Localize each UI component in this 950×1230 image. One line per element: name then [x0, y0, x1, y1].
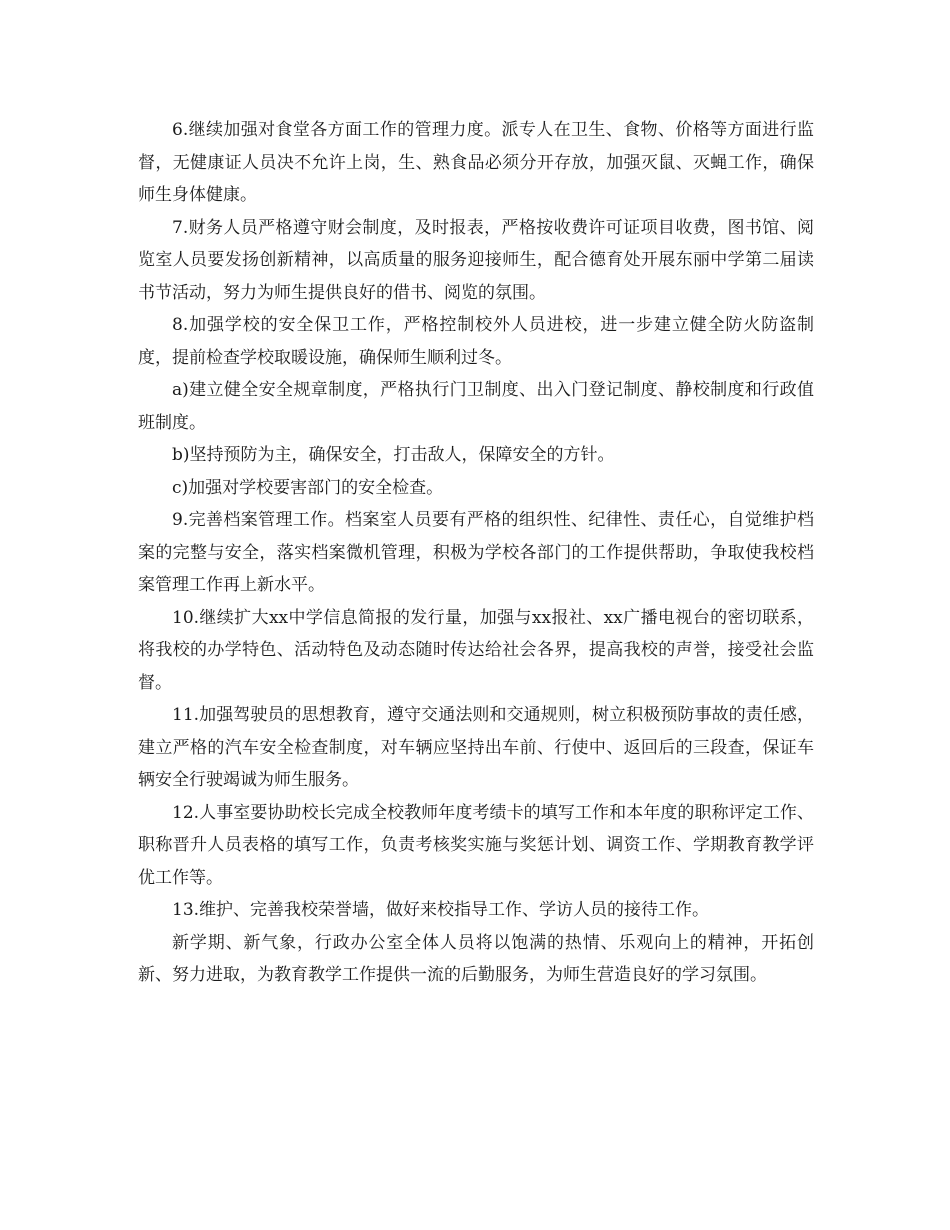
paragraph-item-6: 6.继续加强对食堂各方面工作的管理力度。派专人在卫生、食物、价格等方面进行监督，无健康证人员决不允许上岗，生、熟食品必须分开存放，加强灭鼠、灭蝇工作，确保师生身体健康。: [138, 120, 814, 205]
paragraph-closing: 新学期、新气象，行政办公室全体人员将以饱满的热情、乐观向上的精神，开拓创新、努力进取，为教育教学工作提供一流的后勤服务，为师生营造良好的学习氛围。: [138, 932, 814, 985]
paragraph-item-8: 8.加强学校的安全保卫工作，严格控制校外人员进校，进一步建立健全防火防盗制度，提前检查学校取暖设施，确保师生顺利过冬。: [138, 315, 814, 368]
paragraph-item-9: 9.完善档案管理工作。档案室人员要有严格的组织性、纪律性、责任心，自觉维护档案的完整与安全，落实档案微机管理，积极为学校各部门的工作提供帮助，争取使我校档案管理工作再上新水平。: [138, 510, 814, 595]
paragraph-subitem-c: c)加强对学校要害部门的安全检查。: [172, 477, 444, 498]
paragraph-item-10: 10.继续扩大xx中学信息简报的发行量，加强与xx报社、xx广播电视台的密切联系，将我校的办学特色、活动特色及动态随时传达给社会各界，提高我校的声誉，接受社会监督。: [138, 607, 814, 693]
paragraph-subitem-b: b)坚持预防为主，确保安全，打击敌人，保障安全的方针。: [172, 445, 615, 465]
paragraph-item-12: 12.人事室要协助校长完成全校教师年度考绩卡的填写工作和本年度的职称评定工作、职称晋升人员表格的填写工作，负责考核奖实施与奖惩计划、调资工作、学期教育教学评优工作等。: [138, 802, 814, 888]
paragraph-item-13: 13.维护、完善我校荣誉墙，做好来校指导工作、学访人员的接待工作。: [172, 900, 710, 920]
document-body: [138, 114, 814, 992]
paragraph-item-7: 7.财务人员严格遵守财会制度，及时报表，严格按收费许可证项目收费，图书馆、阅览室人员要发扬创新精神，以高质量的服务迎接师生，配合德育处开展东丽中学第二届读书节活动，努力为师生提供良好的借书、阅览的氛围。: [138, 217, 814, 303]
paragraph-subitem-a: a)建立健全安全规章制度，严格执行门卫制度、出入门登记制度、静校制度和行政值班制度。: [138, 380, 814, 433]
paragraph-item-11: 11.加强驾驶员的思想教育，遵守交通法则和交通规则，树立积极预防事故的责任感，建立严格的汽车安全检查制度，对车辆应坚持出车前、行使中、返回后的三段查，保证车辆安全行驶竭诚为师生服务。: [138, 705, 814, 790]
